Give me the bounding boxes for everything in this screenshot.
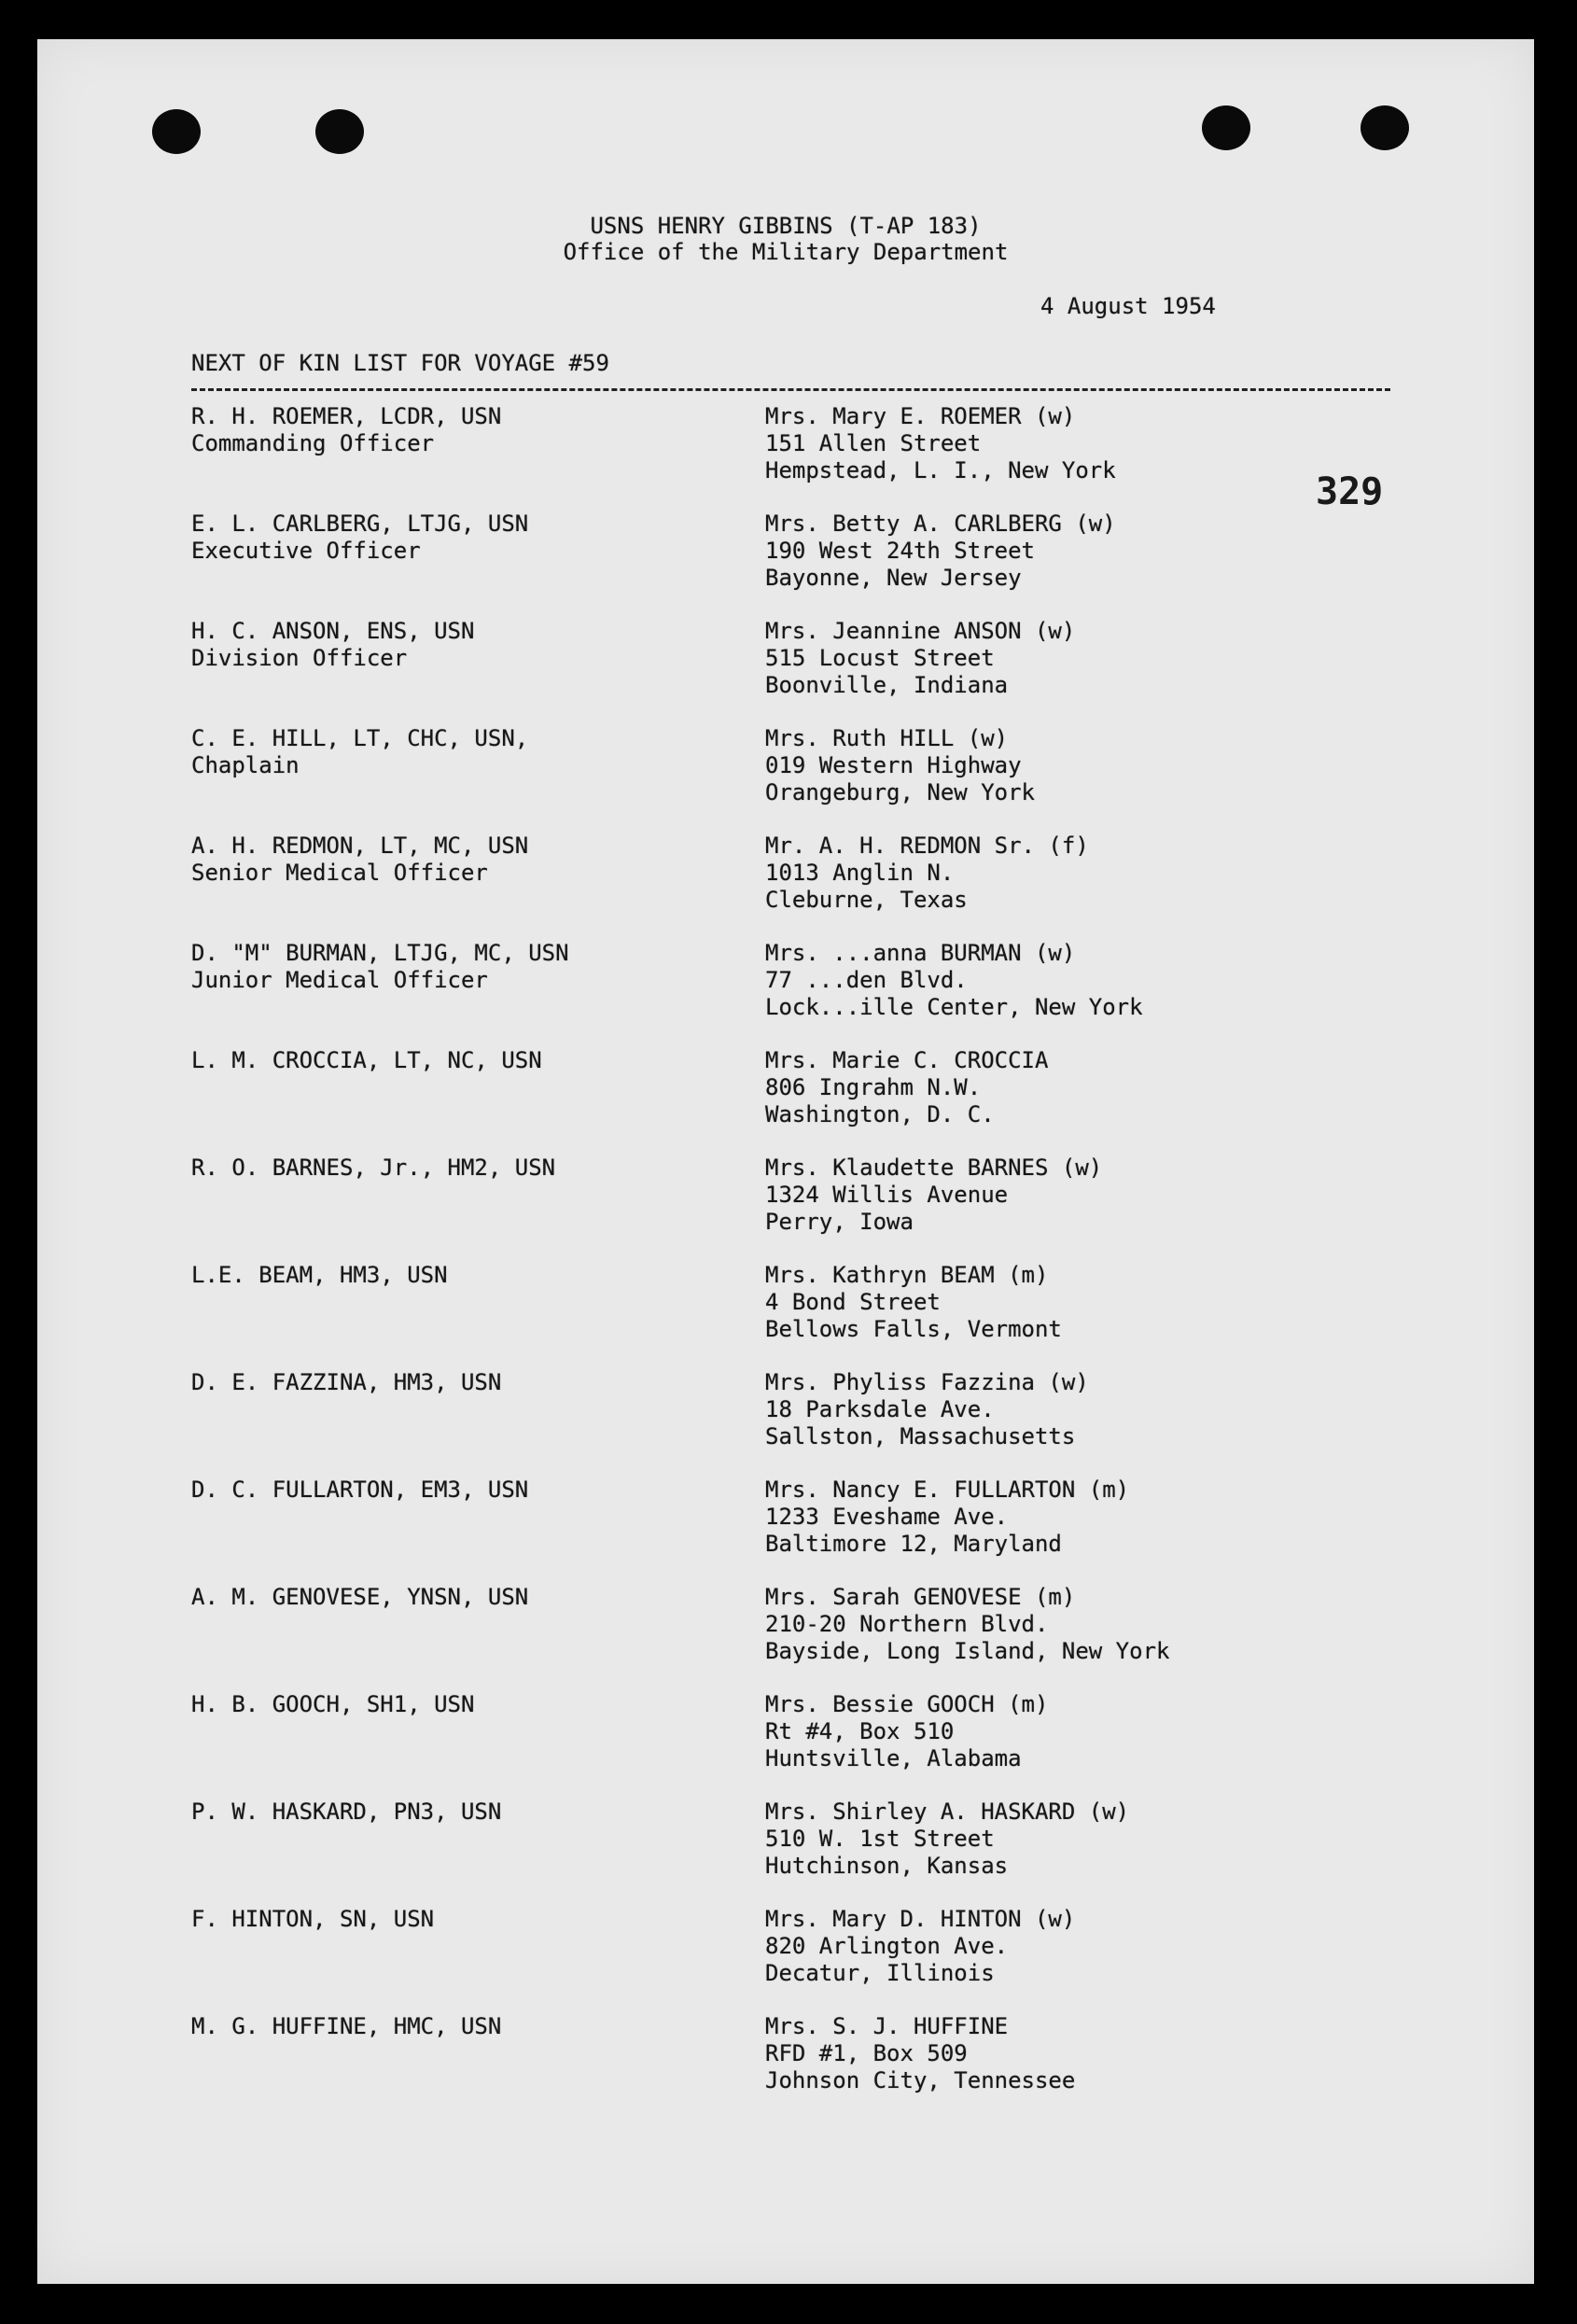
kin-street: Rt #4, Box 510 [765, 1718, 955, 1744]
kin-street: RFD #1, Box 509 [765, 2040, 968, 2066]
service-member [191, 1369, 501, 1396]
member-name: E. L. CARLBERG, LTJG, USN [191, 511, 529, 537]
next-of-kin [765, 1047, 1048, 1128]
service-member [191, 1262, 448, 1289]
next-of-kin [765, 2013, 1075, 2094]
list-entry [37, 1047, 1534, 1141]
next-of-kin [765, 725, 1035, 806]
dashed-divider [191, 388, 1390, 391]
member-name: H. B. GOOCH, SH1, USN [191, 1691, 475, 1717]
member-name: R. O. BARNES, Jr., HM2, USN [191, 1155, 556, 1181]
ship-name: USNS HENRY GIBBINS (T-AP 183) [590, 213, 982, 239]
list-entry [37, 1691, 1534, 1785]
service-member [191, 1477, 528, 1504]
next-of-kin [765, 1477, 1129, 1558]
list-entry [37, 1799, 1534, 1892]
punch-hole [152, 109, 201, 154]
next-of-kin [765, 833, 1089, 914]
member-name: L. M. CROCCIA, LT, NC, USN [191, 1047, 542, 1073]
next-of-kin [765, 618, 1075, 699]
document-date: 4 August 1954 [1040, 293, 1216, 319]
member-name: A. H. REDMON, LT, MC, USN [191, 833, 529, 859]
list-entry [37, 833, 1534, 926]
kin-city: Washington, D. C. [765, 1101, 995, 1127]
kin-city: Hempstead, L. I., New York [765, 457, 1116, 483]
member-name: P. W. HASKARD, PN3, USN [191, 1799, 502, 1825]
next-of-kin [765, 403, 1116, 484]
kin-city: Lock...ille Center, New York [765, 994, 1143, 1020]
kin-city: Bayonne, New Jersey [765, 565, 1022, 591]
next-of-kin [765, 1369, 1089, 1450]
kin-street: 019 Western Highway [765, 752, 1022, 778]
kin-kin: Mrs. ...anna BURMAN (w) [765, 940, 1076, 966]
service-member [191, 618, 474, 672]
kin-city: Sallston, Massachusetts [765, 1423, 1076, 1449]
next-of-kin [765, 1155, 1102, 1236]
list-entry [37, 1262, 1534, 1355]
kin-street: 151 Allen Street [765, 430, 982, 456]
kin-kin: Mrs. Ruth HILL (w) [765, 725, 1009, 751]
kin-kin: Mrs. Sarah GENOVESE (m) [765, 1584, 1076, 1610]
document-page [37, 39, 1534, 2284]
list-entry [37, 725, 1534, 819]
kin-street: 210-20 Northern Blvd. [765, 1611, 1049, 1637]
next-of-kin [765, 511, 1116, 592]
kin-city: Bellows Falls, Vermont [765, 1316, 1062, 1342]
next-of-kin [765, 1799, 1129, 1880]
kin-kin: Mrs. Bessie GOOCH (m) [765, 1691, 1049, 1717]
page-number: 329 [1316, 470, 1384, 513]
service-member [191, 511, 528, 565]
member-title: Chaplain [191, 752, 300, 778]
service-member [191, 1155, 555, 1182]
kin-city: Huntsville, Alabama [765, 1745, 1022, 1771]
service-member [191, 725, 528, 779]
kin-kin: Mrs. Betty A. CARLBERG (w) [765, 511, 1116, 537]
kin-street: 515 Locust Street [765, 645, 995, 671]
member-name: D. "M" BURMAN, LTJG, MC, USN [191, 940, 569, 966]
service-member [191, 1906, 434, 1933]
next-of-kin [765, 1584, 1169, 1665]
kin-street: 4 Bond Street [765, 1289, 941, 1315]
list-entry [37, 618, 1534, 711]
member-title: Division Officer [191, 645, 408, 671]
service-member [191, 1691, 474, 1718]
kin-kin: Mrs. Nancy E. FULLARTON (m) [765, 1477, 1130, 1503]
punch-hole [1202, 105, 1250, 150]
kin-kin: Mrs. Kathryn BEAM (m) [765, 1262, 1049, 1288]
member-name: H. C. ANSON, ENS, USN [191, 618, 475, 644]
kin-city: Boonville, Indiana [765, 672, 1009, 698]
member-name: F. HINTON, SN, USN [191, 1906, 435, 1932]
kin-kin: Mrs. S. J. HUFFINE [765, 2013, 1009, 2039]
member-title: Junior Medical Officer [191, 967, 488, 993]
list-entry [37, 1477, 1534, 1570]
member-name: D. E. FAZZINA, HM3, USN [191, 1369, 502, 1395]
kin-kin: Mrs. Mary D. HINTON (w) [765, 1906, 1076, 1932]
kin-street: 18 Parksdale Ave. [765, 1396, 995, 1422]
kin-street: 190 West 24th Street [765, 538, 1035, 564]
member-name: M. G. HUFFINE, HMC, USN [191, 2013, 502, 2039]
service-member [191, 2013, 501, 2040]
list-entry [37, 1369, 1534, 1463]
kin-city: Perry, Iowa [765, 1209, 914, 1235]
next-of-kin [765, 940, 1143, 1021]
list-entry [37, 1906, 1534, 1999]
kin-city: Bayside, Long Island, New York [765, 1638, 1170, 1664]
list-title: NEXT OF KIN LIST FOR VOYAGE #59 [191, 350, 609, 376]
kin-city: Baltimore 12, Maryland [765, 1531, 1062, 1557]
member-title: Senior Medical Officer [191, 860, 488, 886]
service-member [191, 940, 569, 994]
kin-city: Hutchinson, Kansas [765, 1853, 1009, 1879]
list-entry [37, 1584, 1534, 1677]
kin-city: Decatur, Illinois [765, 1960, 995, 1986]
punch-hole [315, 109, 364, 154]
kin-city: Cleburne, Texas [765, 887, 968, 913]
kin-street: 820 Arlington Ave. [765, 1933, 1009, 1959]
list-entry [37, 1155, 1534, 1248]
member-title: Commanding Officer [191, 430, 435, 456]
service-member [191, 833, 528, 887]
member-title: Executive Officer [191, 538, 421, 564]
kin-street: 806 Ingrahm N.W. [765, 1074, 982, 1100]
list-entry [37, 511, 1534, 604]
service-member [191, 403, 501, 457]
kin-street: 1324 Willis Avenue [765, 1182, 1009, 1208]
service-member [191, 1584, 528, 1611]
service-member [191, 1799, 501, 1826]
kin-kin: Mrs. Shirley A. HASKARD (w) [765, 1799, 1130, 1825]
kin-kin: Mrs. Marie C. CROCCIA [765, 1047, 1049, 1073]
member-name: L.E. BEAM, HM3, USN [191, 1262, 448, 1288]
list-entry [37, 2013, 1534, 2107]
next-of-kin [765, 1906, 1075, 1987]
list-entry [37, 940, 1534, 1033]
kin-kin: Mrs. Jeannine ANSON (w) [765, 618, 1076, 644]
kin-city: Johnson City, Tennessee [765, 2067, 1076, 2093]
kin-street: 77 ...den Blvd. [765, 967, 968, 993]
member-name: C. E. HILL, LT, CHC, USN, [191, 725, 529, 751]
kin-kin: Mrs. Phyliss Fazzina (w) [765, 1369, 1089, 1395]
member-name: D. C. FULLARTON, EM3, USN [191, 1477, 529, 1503]
kin-kin: Mr. A. H. REDMON Sr. (f) [765, 833, 1089, 859]
kin-street: 1013 Anglin N. [765, 860, 955, 886]
kin-street: 1233 Eveshame Ave. [765, 1504, 1009, 1530]
member-name: A. M. GENOVESE, YNSN, USN [191, 1584, 529, 1610]
next-of-kin [765, 1262, 1062, 1343]
member-name: R. H. ROEMER, LCDR, USN [191, 403, 502, 429]
office-name: Office of the Military Department [563, 239, 1009, 265]
kin-street: 510 W. 1st Street [765, 1826, 995, 1852]
punch-hole [1361, 105, 1409, 150]
next-of-kin [765, 1691, 1048, 1772]
list-entry [37, 403, 1534, 497]
kin-city: Orangeburg, New York [765, 779, 1035, 805]
kin-kin: Mrs. Klaudette BARNES (w) [765, 1155, 1103, 1181]
service-member [191, 1047, 542, 1074]
kin-kin: Mrs. Mary E. ROEMER (w) [765, 403, 1076, 429]
